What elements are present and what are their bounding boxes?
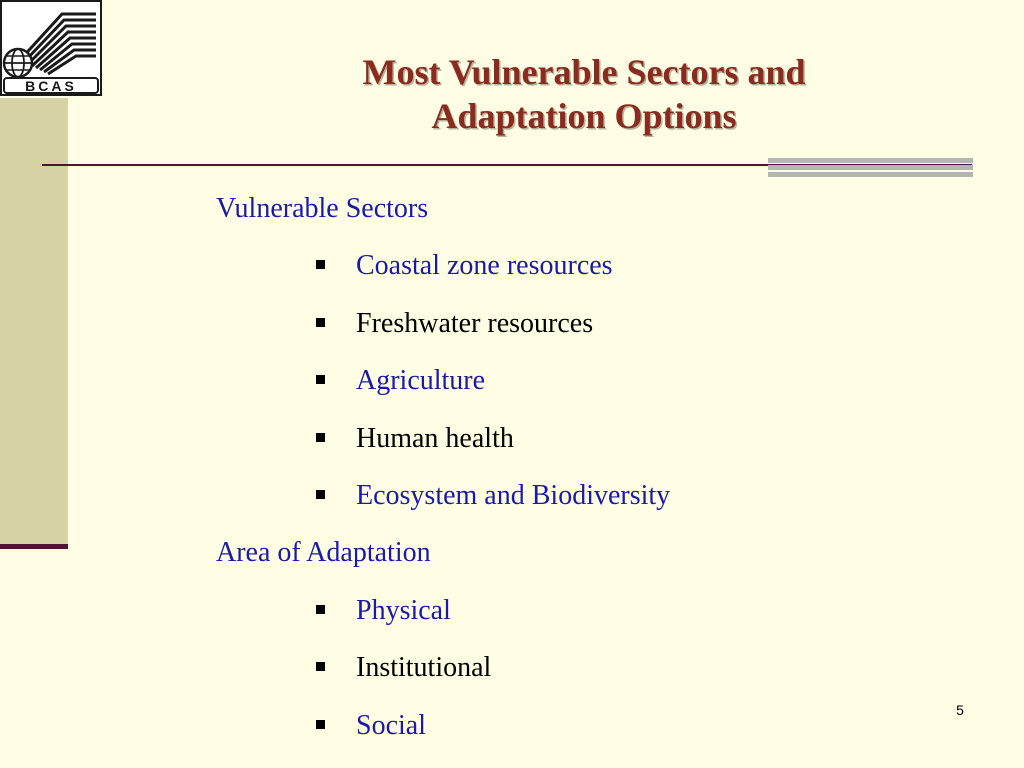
list-item xyxy=(216,582,816,639)
square-bullet-icon xyxy=(316,490,325,499)
list-item-label: Social xyxy=(356,709,426,741)
slide-title xyxy=(284,50,884,138)
square-bullet-icon xyxy=(316,605,325,614)
list-item-label: Human health xyxy=(356,422,514,454)
section-heading-area-of-adaptation: Area of Adaptation xyxy=(216,537,431,569)
slide-title-line-2: Adaptation Options xyxy=(431,96,737,136)
list-item-label: Institutional xyxy=(356,652,492,684)
slide-title-line-1: Most Vulnerable Sectors and xyxy=(362,52,806,92)
list-item-label: Coastal zone resources xyxy=(356,250,613,282)
list-item xyxy=(216,295,816,352)
section-heading-vulnerable-sectors: Vulnerable Sectors xyxy=(216,193,429,224)
list-item-label: Physical xyxy=(356,594,451,626)
slide-body xyxy=(216,180,816,754)
list-item xyxy=(216,352,816,409)
square-bullet-icon xyxy=(316,318,325,327)
list-item-label: Ecosystem and Biodiversity xyxy=(356,480,671,512)
square-bullet-icon xyxy=(316,375,325,384)
square-bullet-icon xyxy=(316,260,325,269)
list-item xyxy=(216,410,816,467)
list-item-label: Agriculture xyxy=(356,365,486,397)
title-divider-accent xyxy=(768,158,973,178)
bcas-logo xyxy=(0,0,102,96)
square-bullet-icon xyxy=(316,720,325,729)
list-item xyxy=(216,467,816,524)
list-item xyxy=(216,639,816,696)
left-bar-underline xyxy=(0,544,68,549)
list-item xyxy=(216,697,816,754)
page-number: 5 xyxy=(956,702,964,718)
list-item-label: Freshwater resources xyxy=(356,307,594,339)
list-item xyxy=(216,237,816,294)
svg-text:BCAS: BCAS xyxy=(25,78,77,94)
square-bullet-icon xyxy=(316,662,325,671)
square-bullet-icon xyxy=(316,433,325,442)
